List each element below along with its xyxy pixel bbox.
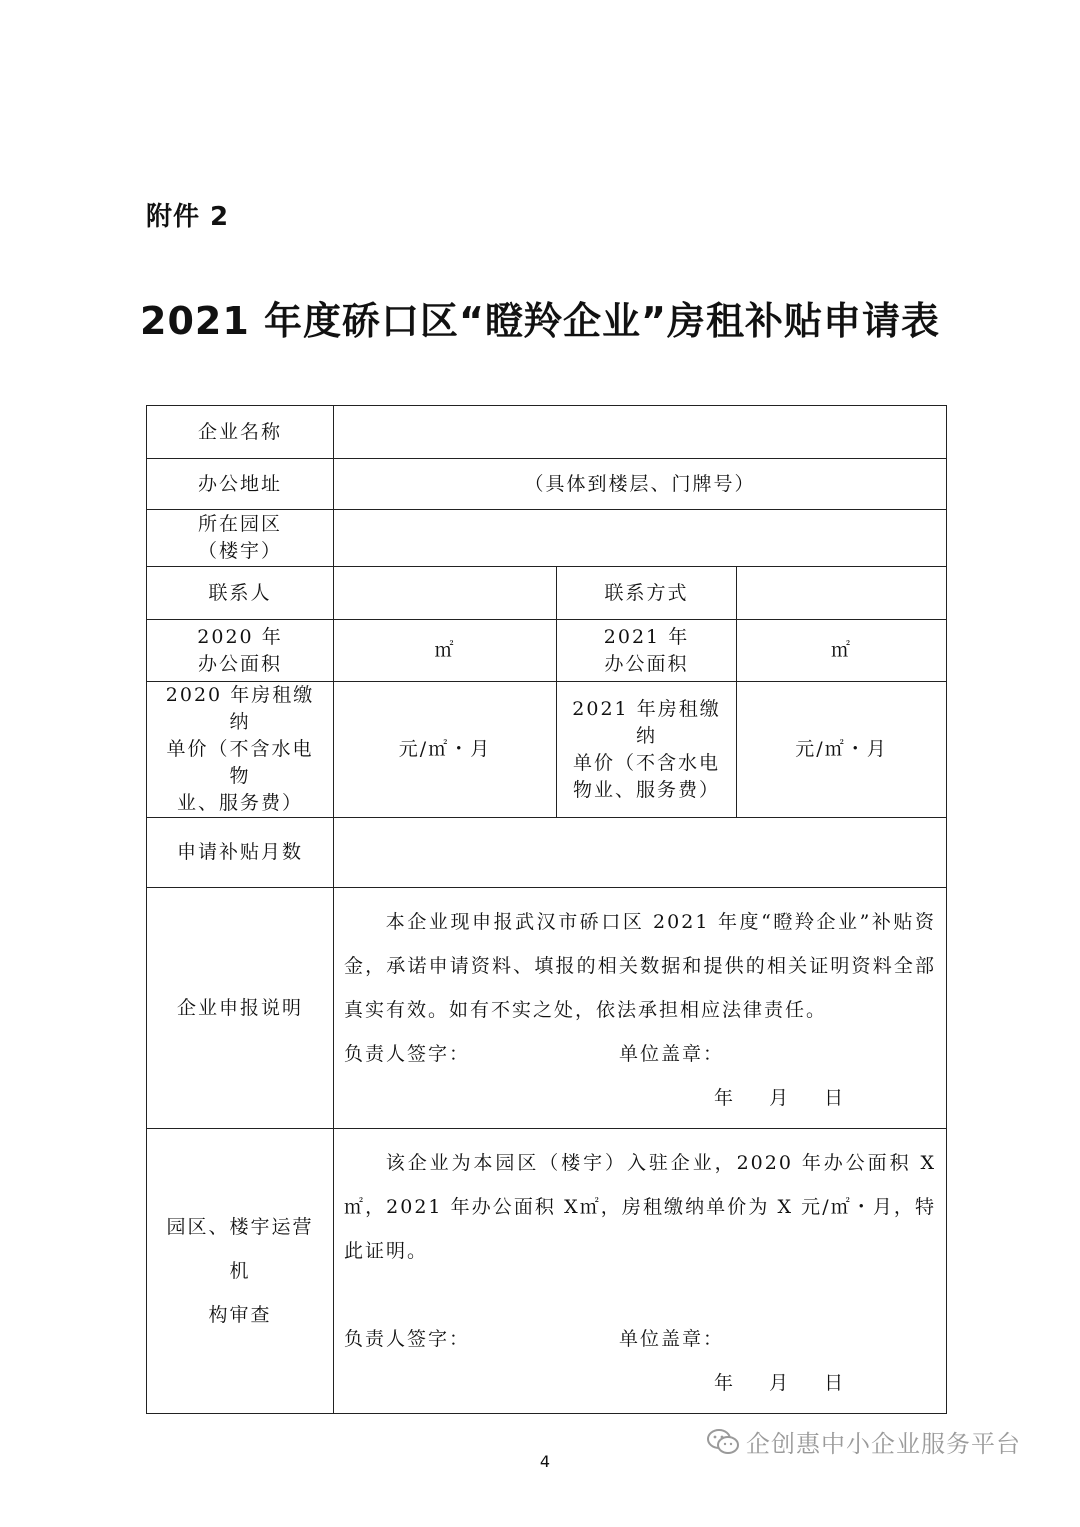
declaration-signer-label: 负责人签字： (344, 1043, 471, 1065)
row-review (147, 1129, 947, 1414)
area-2020-label (147, 620, 334, 682)
area-2020-label-line2: 办公面积 (197, 652, 282, 675)
park-field[interactable] (334, 510, 947, 567)
area-2021-label (557, 620, 737, 682)
office-address-hint: （具体到楼层、门牌号） (524, 472, 756, 495)
park-label-line2: （楼宇） (197, 540, 282, 562)
contact-person-label: 联系人 (147, 567, 334, 620)
company-name-label: 企业名称 (147, 406, 334, 459)
wechat-icon (706, 1428, 740, 1456)
rent-2021-field[interactable] (737, 682, 947, 818)
attachment-label: 附件 2 (146, 202, 230, 232)
rent-2021-label-line2: 单价（不含水电 (572, 751, 720, 774)
declaration-label: 企业申报说明 (147, 888, 334, 1129)
row-declaration (147, 888, 947, 1129)
rent-2021-label (557, 682, 737, 818)
subsidy-months-field[interactable] (334, 818, 947, 888)
page-number: 4 (539, 1452, 551, 1471)
area-2021-label-line2: 办公面积 (604, 652, 689, 675)
application-form-table (146, 405, 947, 1414)
page-title: 2021 年度硚口区“瞪羚企业”房租补贴申请表 (140, 299, 940, 343)
review-label-line1: 园区、楼宇运营机 (166, 1216, 314, 1282)
review-seal-label: 单位盖章： (619, 1328, 725, 1350)
rent-2021-label-line1: 2021 年房租缴纳 (572, 697, 721, 747)
declaration-date-day: 日 (824, 1087, 846, 1109)
watermark-text: 企创惠中小企业服务平台 (746, 1430, 1021, 1458)
review-date-row (344, 1361, 936, 1405)
contact-method-label: 联系方式 (557, 567, 737, 620)
row-office-area (147, 620, 947, 682)
area-2020-unit: ㎡ (434, 639, 456, 661)
subsidy-months-label: 申请补贴月数 (147, 818, 334, 888)
watermark (706, 1424, 1021, 1459)
row-rent-price (147, 682, 947, 818)
row-contact (147, 567, 947, 620)
review-date-month: 月 (769, 1372, 791, 1394)
rent-2020-unit: 元/㎡・月 (398, 738, 492, 760)
rent-2021-label-line3: 物业、服务费） (572, 778, 720, 801)
park-label-line1: 所在园区 (197, 513, 282, 535)
office-address-label: 办公地址 (147, 459, 334, 510)
park-label (147, 510, 334, 567)
area-2021-field[interactable] (737, 620, 947, 682)
declaration-date-row (344, 1076, 936, 1120)
office-address-field[interactable] (334, 459, 947, 510)
area-2021-label-line1: 2021 年 (603, 625, 690, 648)
area-2020-label-line1: 2020 年 (197, 625, 283, 648)
review-sign-row (344, 1317, 936, 1361)
row-company-name (147, 406, 947, 459)
rent-2021-unit: 元/㎡・月 (795, 738, 888, 760)
declaration-date-month: 月 (769, 1087, 791, 1109)
declaration-content[interactable] (334, 888, 947, 1129)
declaration-date-year: 年 (714, 1087, 736, 1109)
rent-2020-label (147, 682, 334, 818)
review-date-year: 年 (714, 1372, 736, 1394)
review-date-day: 日 (824, 1372, 846, 1394)
review-label (147, 1129, 334, 1414)
row-subsidy-months (147, 818, 947, 888)
contact-person-field[interactable] (334, 567, 557, 620)
rent-2020-label-line2: 单价（不含水电物 (166, 738, 314, 787)
declaration-sign-row (344, 1032, 936, 1076)
review-label-line2: 构审查 (208, 1304, 272, 1326)
contact-method-field[interactable] (737, 567, 947, 620)
company-name-field[interactable] (334, 406, 947, 459)
row-office-address (147, 459, 947, 510)
rent-2020-label-line3: 业、服务费） (176, 792, 303, 814)
review-signer-label: 负责人签字： (344, 1328, 471, 1350)
rent-2020-label-line1: 2020 年房租缴纳 (165, 684, 315, 733)
rent-2020-field[interactable] (334, 682, 557, 818)
review-content[interactable] (334, 1129, 947, 1414)
review-text: 该企业为本园区（楼宇）入驻企业，2020 年办公面积 X ㎡，2021 年办公面积 X㎡，房租缴纳单价为 X 元/㎡・月，特此证明。 (344, 1152, 936, 1262)
area-2020-field[interactable] (334, 620, 557, 682)
declaration-seal-label: 单位盖章： (619, 1043, 725, 1065)
declaration-text: 本企业现申报武汉市硚口区 2021 年度“瞪羚企业”补贴资金，承诺申请资料、填报的相关数据和提供的相关证明资料全部真实有效。如有不实之处，依法承担相应法律责任。 (344, 911, 936, 1021)
area-2021-unit: ㎡ (830, 639, 852, 661)
row-park (147, 510, 947, 567)
